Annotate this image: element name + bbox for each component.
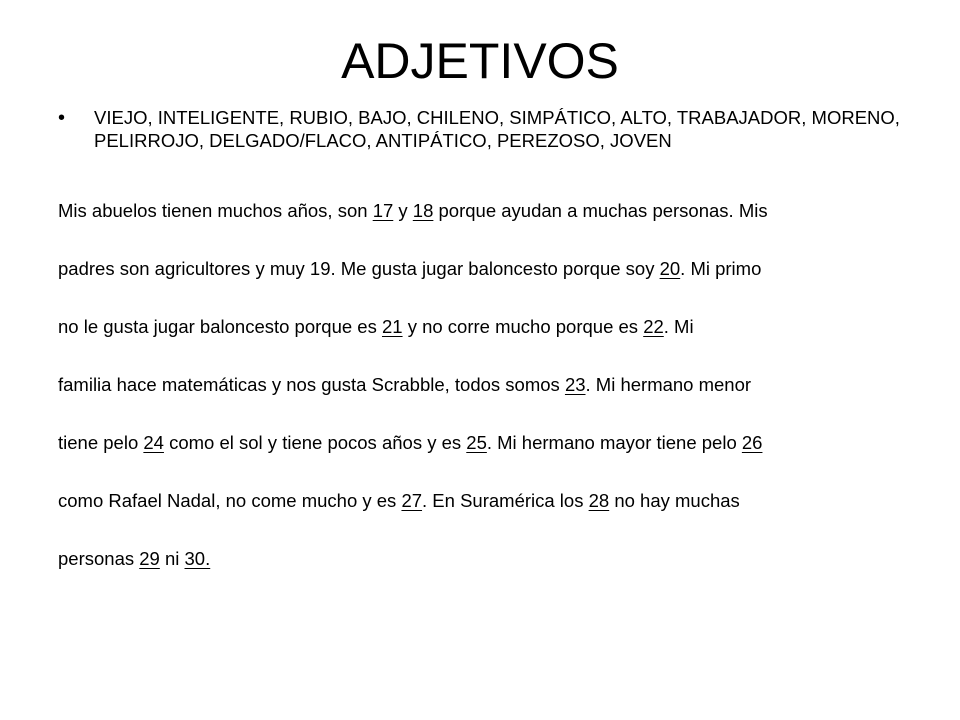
paragraph-line [58,414,928,472]
paragraph-text: . Mi primo [680,258,762,279]
paragraph-text: tiene pelo [58,432,144,453]
blank-number: 24 [143,432,164,453]
paragraph-text: porque ayudan a muchas personas. Mis [433,200,768,221]
paragraph-text: Mis abuelos tienen muchos años, son [58,200,373,221]
paragraph-line [58,472,928,530]
blank-number: 29 [139,548,160,569]
word-bank-text: VIEJO, INTELIGENTE, RUBIO, BAJO, CHILENO, SIMPÁTICO, ALTO, TRABAJADOR, MORENO, PELIRROJO, DELGADO/FLACO, ANTIPÁTICO, PEREZOSO, JOVEN [94,107,900,151]
paragraph-text: . Mi hermano mayor tiene pelo [486,432,742,453]
paragraph-text: como Rafael Nadal, no come mucho y es [58,490,402,511]
paragraph-text: . Mi hermano menor [585,374,752,395]
paragraph-text: y no corre mucho porque es [402,316,644,337]
paragraph-text: ni [159,548,185,569]
blank-number: 20 [659,258,681,279]
paragraph-line [58,530,928,588]
paragraph-text: personas [58,548,140,569]
paragraph-text: . En Suramérica los [422,490,589,511]
paragraph-line [58,182,928,240]
bullet-icon: • [58,107,66,129]
blank-number: 21 [381,316,403,337]
blank-number: 22 [643,316,664,337]
paragraph-line [58,240,928,298]
slide-title: ADJETIVOS [341,33,619,89]
paragraph-text: padres son agricultores y muy 19. Me gusta jugar baloncesto porque soy [58,258,660,279]
fill-in-paragraph [58,182,928,588]
blank-number: 23 [564,374,586,395]
blank-number: 26 [741,432,763,453]
blank-number: 27 [401,490,423,511]
paragraph-text: familia hace matemáticas y nos gusta Scrabble, todos somos [58,374,565,395]
paragraph-text: no hay muchas [609,490,740,511]
paragraph-line [58,298,928,356]
paragraph-text: no le gusta jugar baloncesto porque es [58,316,382,337]
blank-number: 25 [466,432,487,453]
paragraph-line [58,356,928,414]
blank-number: 28 [588,490,610,511]
word-bank-bullet [58,106,918,152]
paragraph-text: y [393,200,413,221]
blank-number: 17 [372,200,394,221]
blank-number: 30. [184,548,211,569]
blank-number: 18 [412,200,434,221]
paragraph-text: . Mi [663,316,694,337]
paragraph-text: como el sol y tiene pocos años y es [163,432,467,453]
